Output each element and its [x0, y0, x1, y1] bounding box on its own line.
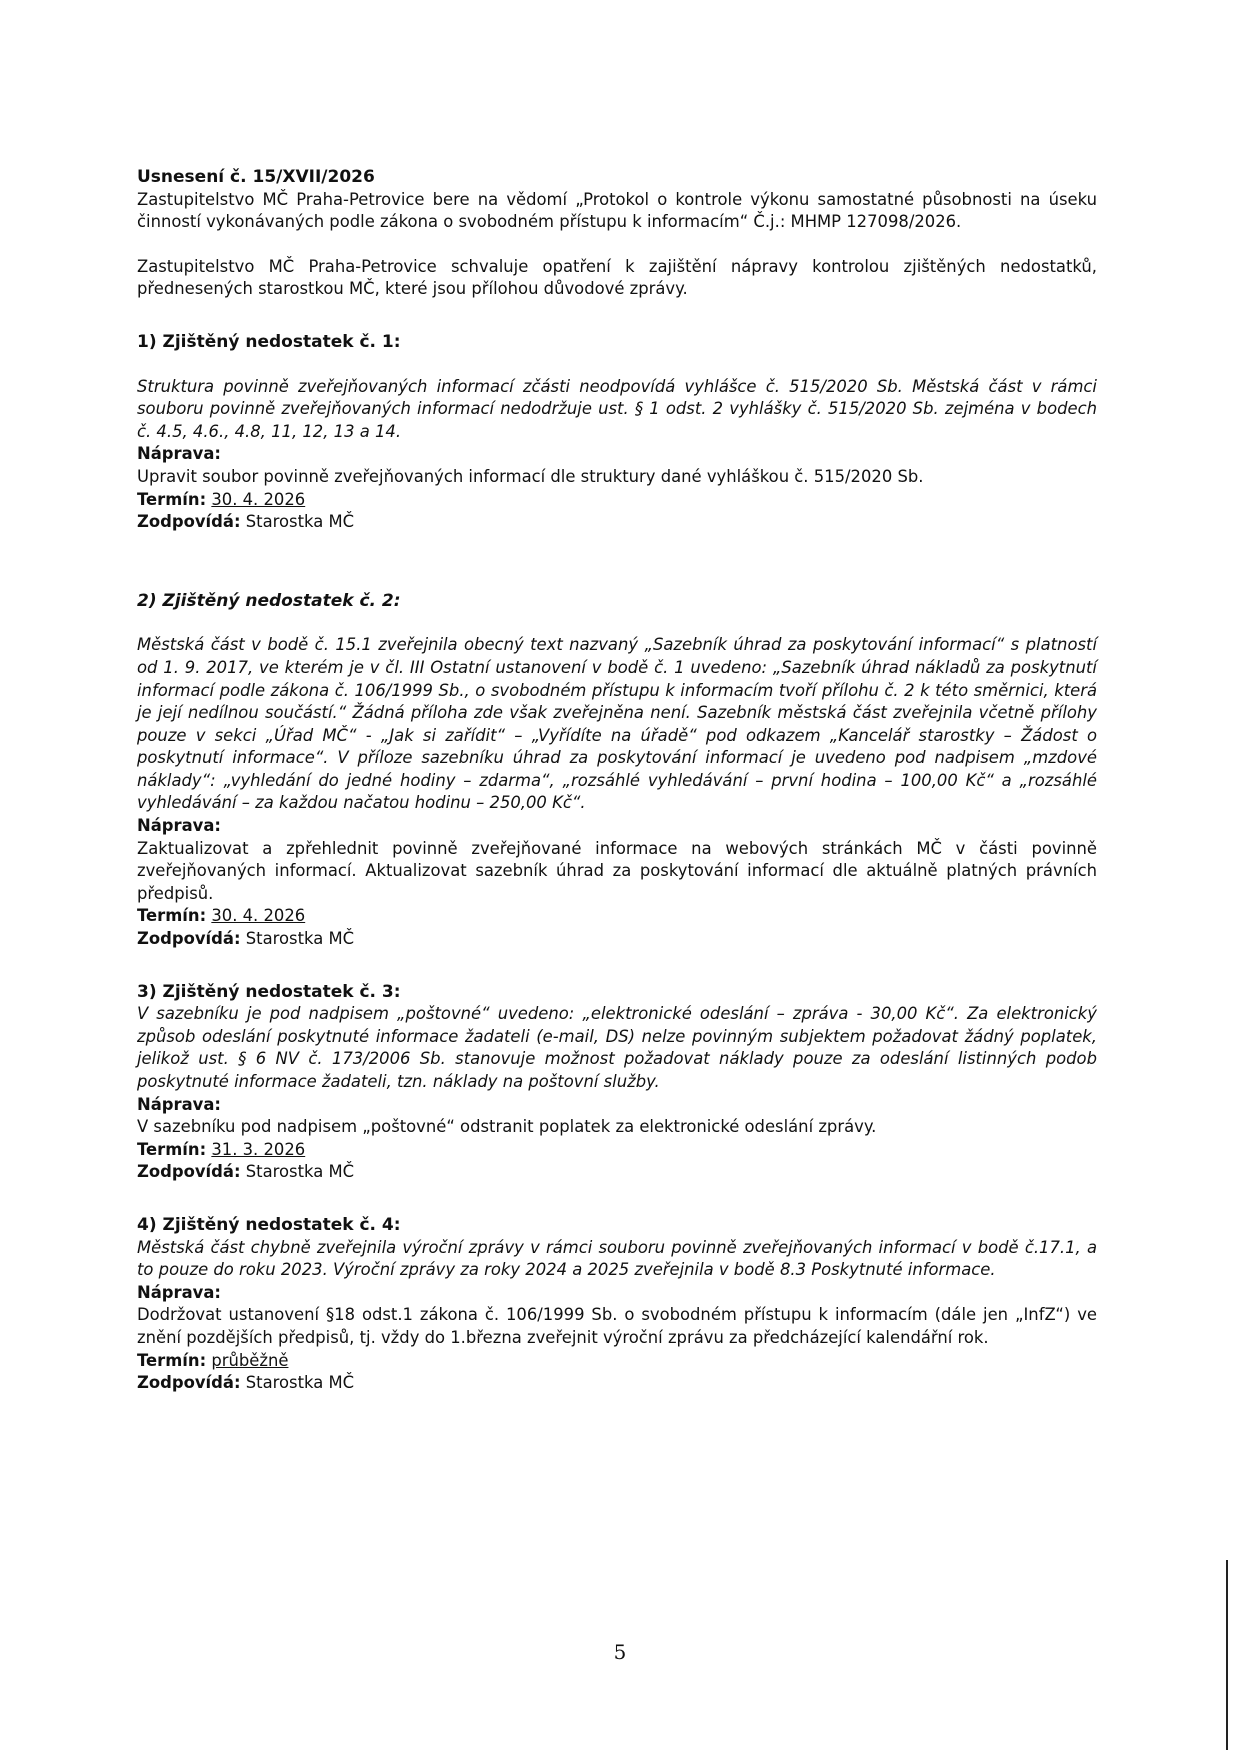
finding-heading: 2) Zjištěný nedostatek č. 2: [137, 590, 401, 611]
finding-1 [137, 331, 1097, 534]
responsible-label: Zodpovídá: [137, 929, 241, 949]
page-content [137, 166, 1097, 1395]
deadline-line [137, 1350, 1097, 1373]
scan-edge-line [1226, 1560, 1228, 1750]
finding-3 [137, 981, 1097, 1184]
responsible-value: Starostka MČ [245, 512, 355, 532]
finding-4 [137, 1214, 1097, 1395]
responsible-line [137, 1372, 1097, 1395]
remedy-label: Náprava: [137, 1094, 221, 1114]
finding-description: Městská část chybně zveřejnila výroční zprávy v rámci souboru povinně zveřejňovaných informací v bodě č.17.1, a to pouze do roku 2023. Výroční zprávy za roky 2024 a 2025 zveřejnila v bodě 8.3 Poskytnuté informace. [137, 1237, 1097, 1280]
remedy-text: Upravit soubor povinně zveřejňovaných informací dle struktury dané vyhláškou č. 515/2020 Sb. [137, 466, 924, 486]
responsible-label: Zodpovídá: [137, 1373, 241, 1393]
finding-heading: 4) Zjištěný nedostatek č. 4: [137, 1214, 401, 1235]
responsible-line [137, 1161, 1097, 1184]
finding-description: V sazebníku je pod nadpisem „poštovné“ uvedeno: „elektronické odeslání – zpráva - 30,00 Kč“. Za elektronický způsob odeslání poskytnuté informace žadateli (e-mail, DS) nelze povinným subjektem požadovat žádný poplatek, jelikož ust. § 6 NV č. 173/2006 Sb. stanovuje možnost požadovat náklady pouze za odeslání listinných podob poskytnuté informace žadateli, tzn. náklady na poštovní služby. [137, 1004, 1097, 1091]
responsible-value: Starostka MČ [245, 1162, 355, 1182]
finding-heading: 1) Zjištěný nedostatek č. 1: [137, 331, 401, 352]
responsible-line [137, 928, 1097, 951]
deadline-value: 30. 4. 2026 [211, 489, 306, 509]
deadline-line [137, 489, 1097, 512]
finding-heading: 3) Zjištěný nedostatek č. 3: [137, 981, 401, 1002]
remedy-text: V sazebníku pod nadpisem „poštovné“ odstranit poplatek za elektronické odeslání zprávy. [137, 1117, 877, 1137]
responsible-label: Zodpovídá: [137, 1162, 241, 1182]
deadline-label: Termín: [137, 906, 207, 926]
deadline-line [137, 1139, 1097, 1162]
finding-description: Struktura povinně zveřejňovaných informací zčásti neodpovídá vyhlášce č. 515/2020 Sb. Městská část v rámci souboru povinně zveřejňovaných informací nedodržuje ust. § 1 odst. 2 vyhlášky č. 515/2020 Sb. zejména v bodech č. 4.5, 4.6., 4.8, 11, 12, 13 a 14. [137, 376, 1097, 441]
deadline-value: průběžně [211, 1350, 289, 1370]
responsible-label: Zodpovídá: [137, 512, 241, 532]
remedy-label: Náprava: [137, 1282, 221, 1302]
deadline-value: 31. 3. 2026 [211, 1139, 306, 1159]
deadline-value: 30. 4. 2026 [211, 906, 306, 926]
remedy-label: Náprava: [137, 444, 221, 464]
resolution-title: Usnesení č. 15/XVII/2026 [137, 167, 375, 187]
responsible-value: Starostka MČ [245, 929, 355, 949]
resolution-paragraph-1: Zastupitelstvo MČ Praha-Petrovice bere na vědomí „Protokol o kontrole výkonu samostatné působnosti na úseku činností vykonávaných podle zákona o svobodném přístupu k informacím“ Č.j.: MHMP 127098/2026. [137, 189, 1097, 232]
finding-2 [137, 590, 1097, 951]
finding-description: Městská část v bodě č. 15.1 zveřejnila obecný text nazvaný „Sazebník úhrad za poskytování informací“ s platností od 1. 9. 2017, ve kterém je v čl. III Ostatní ustanovení v bodě č. 1 uvedeno: „Sazebník úhrad nákladů za poskytnutí informací podle zákona č. 106/1999 Sb., o svobodném přístupu k informacím tvoří přílohu č. 2 k této směrnici, která je její nedílnou součástí.“ Žádná příloha zde však zveřejněna není. Sazebník městská část zveřejnila včetně přílohy pouze v sekci „Úřad MČ“ - „Jak si zařídit“ – „Vyřídíte na úřadě“ pod odkazem „Kancelář starostky – Žádost o poskytnutí informace“. V příloze sazebníku úhrad za poskytování informací je uvedeno pod nadpisem „mzdové náklady“: „vyhledání do jedné hodiny – zdarma“, „rozsáhlé vyhledávání – první hodina – 100,00 Kč“ a „rozsáhlé vyhledávání – za každou načatou hodinu – 250,00 Kč“. [137, 635, 1097, 813]
deadline-label: Termín: [137, 489, 207, 509]
remedy-text: Dodržovat ustanovení §18 odst.1 zákona č. 106/1999 Sb. o svobodném přístupu k informacím (dále jen „InfZ“) ve znění pozdějších předpisů, tj. vždy do 1.března zveřejnit výroční zprávu za předcházející kalendářní rok. [137, 1305, 1097, 1347]
responsible-line [137, 511, 1097, 534]
deadline-line [137, 905, 1097, 928]
resolution-paragraph-2: Zastupitelstvo MČ Praha-Petrovice schvaluje opatření k zajištění nápravy kontrolou zjištěných nedostatků, přednesených starostkou MČ, které jsou přílohou důvodové zprávy. [137, 256, 1097, 299]
remedy-text: Zaktualizovat a zpřehlednit povinně zveřejňované informace na webových stránkách MČ v části povinně zveřejňovaných informací. Aktualizovat sazebník úhrad za poskytování informací dle aktuálně platných právních předpisů. [137, 838, 1097, 903]
deadline-label: Termín: [137, 1350, 207, 1370]
remedy-label: Náprava: [137, 816, 221, 836]
deadline-label: Termín: [137, 1139, 207, 1159]
responsible-value: Starostka MČ [245, 1373, 355, 1393]
page-number: 5 [613, 1640, 627, 1664]
